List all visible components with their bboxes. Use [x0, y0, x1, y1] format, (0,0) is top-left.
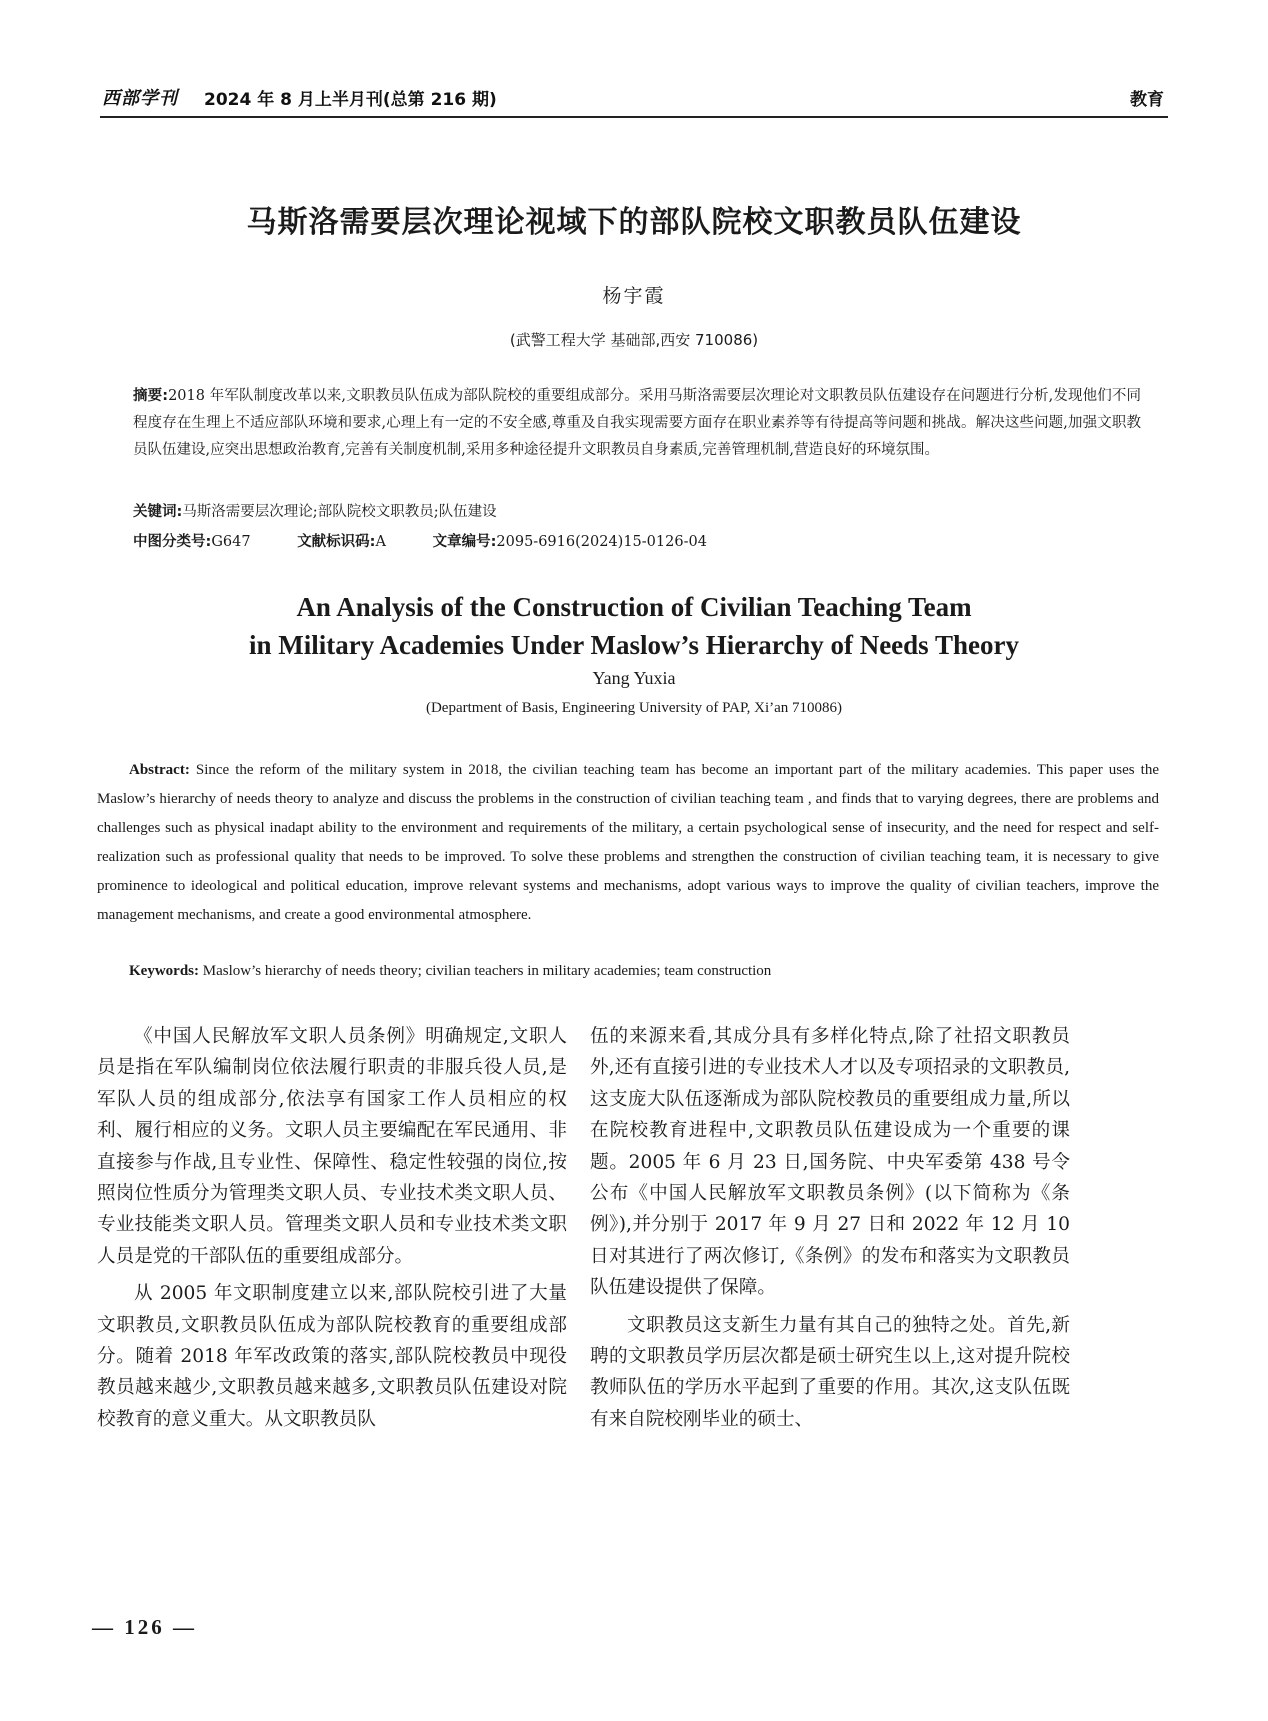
chinese-keywords-text: 马斯洛需要层次理论;部队院校文职教员;队伍建设 [182, 504, 497, 520]
article-number-value: 2095-6916(2024)15-0126-04 [496, 534, 707, 550]
document-code-value: A [375, 534, 386, 550]
body-column-left [97, 1021, 567, 1435]
english-abstract-label: Abstract: [129, 762, 190, 778]
english-title [0, 588, 1268, 664]
body-paragraph: 从 2005 年文职制度建立以来,部队院校引进了大量文职教员,文职教员队伍成为部队院校教育的重要组成部分。随着 2018 年军改政策的落实,部队院校教员中现役教员越来越少,文职教员越来越多,文职教员队伍建设对院校教育的意义重大。从文职教员队 [97, 1283, 567, 1430]
chinese-keywords-label: 关键词: [133, 504, 183, 520]
page-number: — 126 — [92, 1615, 197, 1639]
english-keywords-text: Maslow’s hierarchy of needs theory; civilian teachers in military academies; team construction [202, 963, 772, 979]
journal-logo: 西部学刊 [102, 88, 178, 109]
body-paragraph: 伍的来源来看,其成分具有多样化特点,除了社招文职教员外,还有直接引进的专业技术人才以及专项招录的文职教员,这支庞大队伍逐渐成为部队院校教员的重要组成力量,所以在院校教育进程中,文职教员队伍建设成为一个重要的课题。2005 年 6 月 23 日,国务院、中央军委第 438 号令公布《中国人民解放军文职教员条例》(以下简称为《条例》),并分别于 2017 年 9 月 27 日和 2022 年 12 月 10 日对其进行了两次修订,《条例》的发布和落实为文职教员队伍建设提供了保障。 [590, 1026, 1070, 1299]
document-code [297, 534, 386, 550]
chinese-abstract-label: 摘要: [133, 388, 169, 404]
classification-line [133, 530, 1141, 554]
clc-value: G647 [211, 534, 251, 550]
english-abstract [97, 756, 1159, 930]
document-code-label: 文献标识码: [297, 534, 376, 550]
body-paragraph: 文职教员这支新生力量有其自己的独特之处。首先,新聘的文职教员学历层次都是硕士研究生以上,这对提升院校教师队伍的学历水平起到了重要的作用。其次,这支队伍既有来自院校刚毕业的硕士、 [590, 1314, 1070, 1430]
english-author: Yang Yuxia [592, 668, 676, 688]
article-number-label: 文章编号: [432, 534, 497, 550]
chinese-abstract [133, 383, 1141, 464]
clc-code [133, 534, 251, 550]
issue-info: 2024 年 8 月上半月刊(总第 216 期) [204, 90, 497, 110]
clc-label: 中图分类号: [133, 534, 212, 550]
english-abstract-text: Since the reform of the military system in 2018, the civilian teaching team has become an important part of the military academies. This paper uses the Maslow’s hierarchy of needs theory to analyze and discuss the problems in the construction of civilian teaching team , and finds that to varying degrees, there are problems and challenges such as physical inadapt ability to the environment and requirements of the military, a certain psychological sense of insecurity, and the need for respect and self-realization such as professional quality that needs to be improved. To solve these problems and strengthen the construction of civilian teaching team, it is necessary to give prominence to ideological and political education, improve relevant systems and mechanisms, adopt various ways to improve the quality of civilian teachers, improve the management mechanisms, and create a good environmental atmosphere. [97, 762, 1159, 923]
chinese-title: 马斯洛需要层次理论视域下的部队院校文职教员队伍建设 [246, 205, 1022, 240]
body-paragraph: 《中国人民解放军文职人员条例》明确规定,文职人员是指在军队编制岗位依法履行职责的非服兵役人员,是军队人员的组成部分,依法享有国家工作人员相应的权利、履行相应的义务。文职人员主要编配在军民通用、非直接参与作战,且专业性、保障性、稳定性较强的岗位,按照岗位性质分为管理类文职人员、专业技术类文职人员、专业技能类文职人员。管理类文职人员和专业技术类文职人员是党的干部队伍的重要组成部分。 [97, 1026, 567, 1267]
english-keywords-label: Keywords: [129, 963, 199, 979]
body-column-right [590, 1021, 1070, 1435]
english-title-line-1: An Analysis of the Construction of Civilian Teaching Team [296, 592, 972, 622]
chinese-keywords [133, 500, 1141, 524]
chinese-abstract-text: 2018 年军队制度改革以来,文职教员队伍成为部队院校的重要组成部分。采用马斯洛需要层次理论对文职教员队伍建设存在问题进行分析,发现他们不同程度存在生理上不适应部队环境和要求,心理上有一定的不安全感,尊重及自我实现需要方面存在职业素养等有待提高等问题和挑战。解决这些问题,加强文职教员队伍建设,应突出思想政治教育,完善有关制度机制,采用多种途径提升文职教员自身素质,完善管理机制,营造良好的环境氛围。 [133, 388, 1141, 458]
article-number [433, 534, 707, 550]
chinese-author: 杨宇霞 [602, 285, 666, 307]
running-header [100, 84, 1168, 118]
english-keywords [129, 959, 1159, 983]
chinese-affiliation: (武警工程大学 基础部,西安 710086) [509, 331, 759, 349]
section-name: 教育 [1130, 90, 1164, 110]
english-title-line-2: in Military Academies Under Maslow’s Hierarchy of Needs Theory [249, 630, 1019, 660]
english-affiliation: (Department of Basis, Engineering University of PAP, Xi’an 710086) [425, 700, 843, 716]
